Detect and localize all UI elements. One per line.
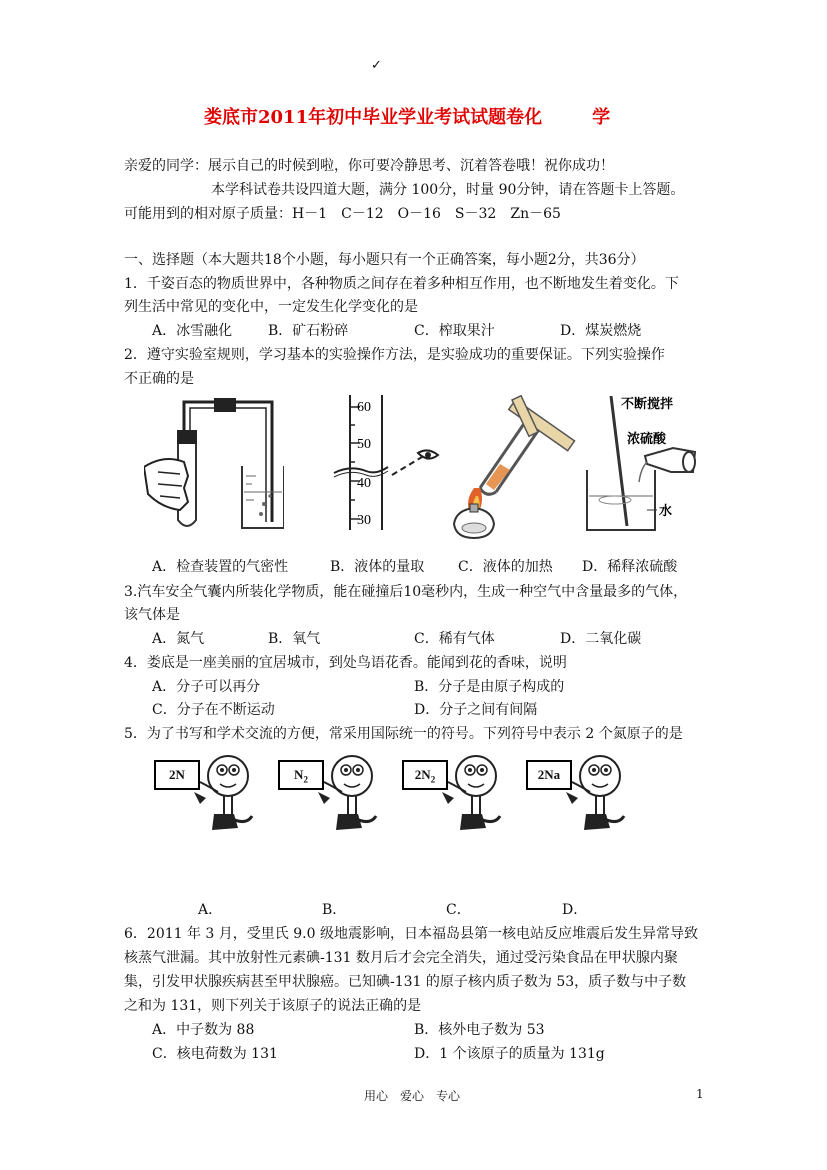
label-stir: 不断搅拌	[621, 397, 674, 412]
q6-stem-3: 集，引发甲状腺疾病甚至甲状腺癌。已知碘-131 的原子核内质子数为 53，质子数与中子数	[124, 974, 687, 990]
q1-option-d: D．煤炭燃烧	[560, 323, 642, 339]
q6-option-b: B．核外电子数为 53	[414, 1022, 545, 1038]
q3-option-b: B．氧气	[268, 631, 321, 647]
q2-stem-2: 不正确的是	[124, 371, 194, 387]
q1-option-b: B．矿石粉碎	[268, 323, 349, 339]
q6-stem-4: 之和为 131，则下列关于该原子的说法正确的是	[124, 998, 422, 1014]
q5-option-d: D．	[562, 902, 588, 918]
intro-info: 本学科试卷共设四道大题，满分 100分，时量 90分钟，请在答题卡上答题。	[211, 182, 685, 198]
figure-dilute-acid	[585, 392, 705, 542]
cartoon-card-c	[402, 752, 512, 842]
figure-heating-liquid	[440, 392, 590, 540]
q4-option-d: D．分子之间有间隔	[414, 702, 538, 718]
q5-option-c: C．	[446, 902, 471, 918]
cartoon-card-b	[278, 752, 388, 842]
q5-option-a: A．	[198, 902, 223, 918]
q2-option-a: A．检查装置的气密性	[152, 559, 289, 575]
q3-stem-2: 该气体是	[124, 607, 180, 623]
header-mark: ✓	[371, 58, 382, 73]
tick-50: 50	[357, 437, 371, 452]
cartoon-card-a	[154, 752, 264, 842]
tick-30: 30	[357, 513, 371, 528]
intro-greeting: 亲爱的同学：展示自己的时候到啦，你可要冷静思考、沉着答卷哦！祝你成功！	[124, 158, 614, 174]
q6-stem-2: 核蒸气泄漏。其中放射性元素碘-131 数月后才会完全消失，通过受污染食品在甲状腺内聚	[124, 950, 678, 966]
q5-option-b: B．	[322, 902, 347, 918]
q1-option-a: A．冰雪融化	[152, 323, 233, 339]
label-water: 水	[659, 504, 673, 519]
q4-option-c: C．分子在不断运动	[152, 702, 275, 718]
q2-option-b: B．液体的量取	[330, 559, 425, 575]
q4-option-a: A．分子可以再分	[152, 679, 261, 695]
q1-stem-1: 1．千姿百态的物质世界中，各种物质之间存在着多种相互作用，也不断地发生着变化。下	[124, 276, 679, 292]
mascot-icon	[318, 752, 388, 842]
figure-cylinder-reading	[330, 395, 450, 535]
card-label-b: $N_2$	[278, 760, 324, 790]
footer-motto: 用心 爱心 专心	[364, 1089, 461, 1103]
q3-stem-1: 3.汽车安全气囊内所装化学物质，能在碰撞后10毫秒内，生成一种空气中含量最多的气体，	[124, 584, 688, 600]
title-tail: 学	[592, 107, 611, 128]
card-label-a: 2N	[154, 760, 200, 790]
mascot-icon	[442, 752, 512, 842]
q1-stem-2: 列生活中常见的变化中，一定发生化学变化的是	[124, 299, 418, 315]
q2-option-d: D．稀释浓硫酸	[582, 559, 678, 575]
q4-stem: 4．娄底是一座美丽的宜居城市，到处鸟语花香。能闻到花的香味，说明	[124, 655, 567, 671]
tick-40: 40	[357, 476, 371, 491]
mascot-icon	[566, 752, 636, 842]
q3-option-a: A．氮气	[152, 631, 205, 647]
title-main: 娄底市2011年初中毕业学业考试试题卷化	[204, 107, 543, 128]
card-label-c: $2N_2$	[402, 760, 448, 790]
intro-masses: 可能用到的相对原子质量：H－1 C－12 O－16 S－32 Zn－65	[124, 206, 561, 222]
section-heading: 一、选择题（本大题共18个小题，每小题只有一个正确答案，每小题2分，共36分）	[124, 252, 645, 268]
page-title	[204, 103, 610, 129]
label-acid: 浓硫酸	[627, 432, 667, 447]
q3-option-c: C．稀有气体	[414, 631, 495, 647]
q2-stem-1: 2．遵守实验室规则，学习基本的实验操作方法，是实验成功的重要保证。下列实验操作	[124, 347, 665, 363]
page-number: 1	[696, 1087, 704, 1101]
figure-airtight-check	[144, 392, 284, 537]
q3-option-d: D．二氧化碳	[560, 631, 642, 647]
q5-stem: 5．为了书写和学术交流的方便，常采用国际统一的符号。下列符号中表示 2 个氮原子的是	[124, 726, 683, 742]
q6-option-d: D．1 个该原子的质量为 131g	[414, 1046, 605, 1062]
cartoon-card-d	[526, 752, 636, 842]
q6-option-a: A．中子数为 88	[152, 1022, 255, 1038]
q2-option-c: C．液体的加热	[458, 559, 553, 575]
q6-stem-1: 6．2011 年 3 月，受里氏 9.0 级地震影响，日本福岛县第一核电站反应堆震后发生异常导致	[124, 926, 698, 942]
q4-option-b: B．分子是由原子构成的	[414, 679, 565, 695]
mascot-icon	[194, 752, 264, 842]
q6-option-c: C．核电荷数为 131	[152, 1046, 278, 1062]
q1-option-c: C．榨取果汁	[414, 323, 495, 339]
card-label-d: 2Na	[526, 760, 572, 790]
tick-60: 60	[357, 400, 371, 415]
